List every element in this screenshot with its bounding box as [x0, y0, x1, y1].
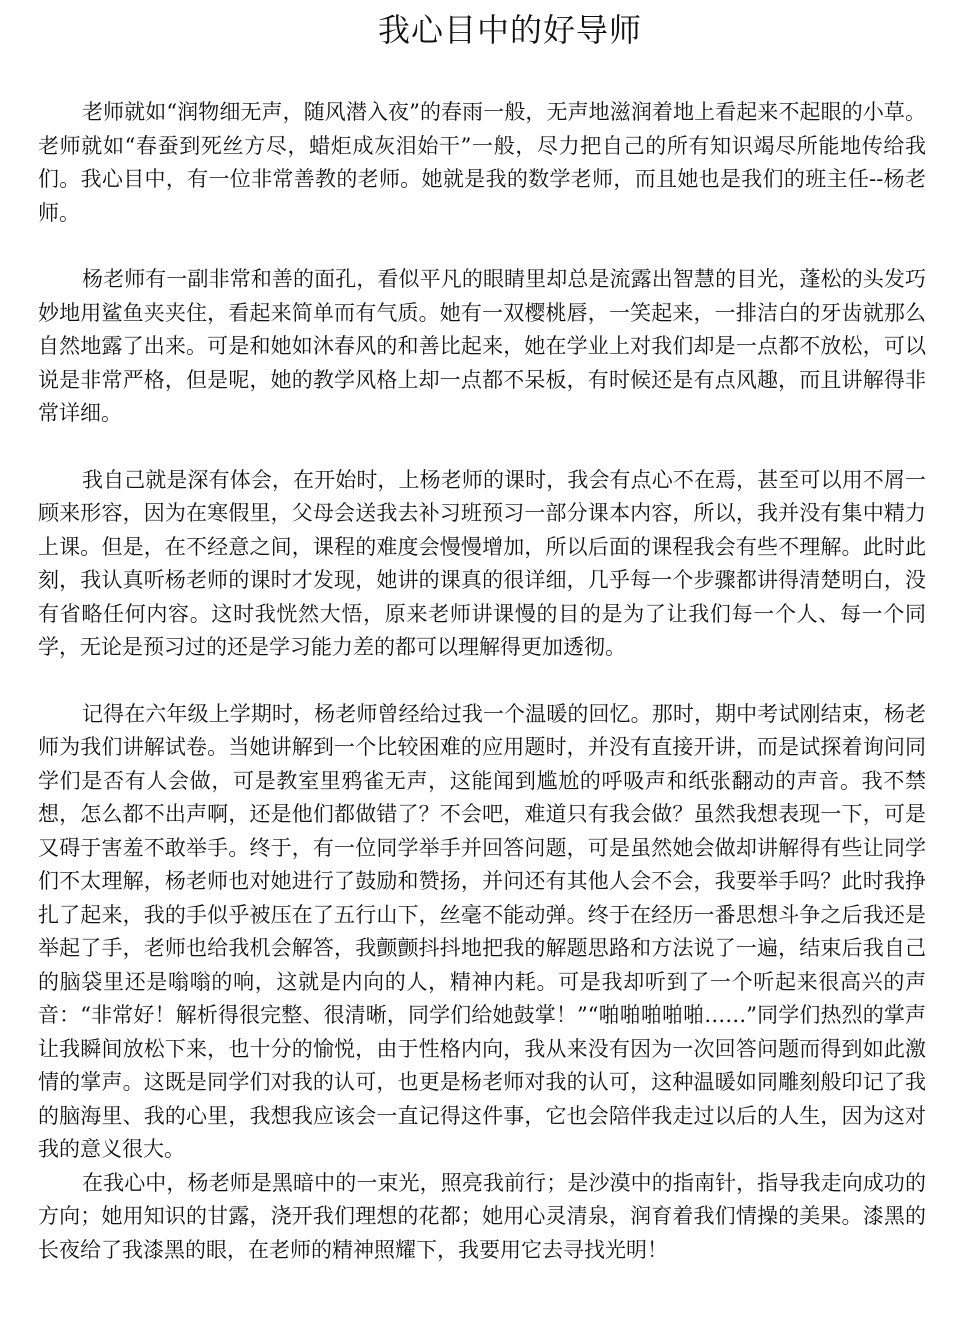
paragraph-1: 老师就如“润物细无声，随风潜入夜”的春雨一般，无声地滋润着地上看起来不起眼的小草。老师就如“春蚕到死丝方尽，蜡炬成灰泪始干”一般，尽力把自己的所有知识竭尽所能地传给我们。我心目中，有一位非常善教的老师。她就是我的数学老师，而且她也是我们的班主任--杨老师。 [38, 100, 926, 225]
paragraph-5: 在我心中，杨老师是黑暗中的一束光，照亮我前行；是沙漠中的指南针，指导我走向成功的方向；她用知识的甘露，浇开我们理想的花都；她用心灵清泉，润育着我们情操的美果。漆黑的长夜给了我漆黑的眼，在老师的精神照耀下，我要用它去寻找光明！ [38, 1170, 926, 1262]
paragraph-4: 记得在六年级上学期时，杨老师曾经给过我一个温暖的回忆。那时，期中考试刚结束，杨老师为我们讲解试卷。当她讲解到一个比较困难的应用题时，并没有直接开讲，而是试探着询问同学们是否有人会做，可是教室里鸦雀无声，这能闻到尴尬的呼吸声和纸张翻动的声音。我不禁想，怎么都不出声啊，还是他们都做错了？不会吧，难道只有我会做？虽然我想表现一下，可是又碍于害羞不敢举手。终于，有一位同学举手并回答问题，可是虽然她会做却讲解得有些让同学们不太理解，杨老师也对她进行了鼓励和赞扬，并问还有其他人会不会，我要举手吗？此时我挣扎了起来，我的手似乎被压在了五行山下，丝毫不能动弹。终于在经历一番思想斗争之后我还是举起了手，老师也给我机会解答，我颤颤抖抖地把我的解题思路和方法说了一遍，结束后我自己的脑袋里还是嗡嗡的响，这就是内向的人，精神内耗。可是我却听到了一个听起来很高兴的声音：“非常好！解析得很完整、很清晰，同学们给她鼓掌！”“啪啪啪啪啪……”同学们热烈的掌声让我瞬间放松下来，也十分的愉悦，由于性格内向，我从来没有因为一次回答问题而得到如此激情的掌声。这既是同学们对我的认可，也更是杨老师对我的认可，这种温暖如同雕刻般印记了我的脑海里、我的心里，我想我应该会一直记得这件事，它也会陪伴我走过以后的人生，因为这对我的意义很大。 [38, 701, 926, 1161]
document-body [38, 96, 926, 1267]
paragraph-3: 我自己就是深有体会，在开始时，上杨老师的课时，我会有点心不在焉，甚至可以用不屑一顾来形容，因为在寒假里，父母会送我去补习班预习一部分课本内容，所以，我并没有集中精力上课。但是，在不经意之间，课程的难度会慢慢增加，所以后面的课程我会有些不理解。此时此刻，我认真听杨老师的课时才发现，她讲的课真的很详细，几乎每一个步骤都讲得清楚明白，没有省略任何内容。这时我恍然大悟，原来老师讲课慢的目的是为了让我们每一个人、每一个同学，无论是预习过的还是学习能力差的都可以理解得更加透彻。 [38, 467, 926, 659]
document-title: 我心目中的好导师 [377, 11, 642, 49]
paragraph-2: 杨老师有一副非常和善的面孔，看似平凡的眼睛里却总是流露出智慧的目光，蓬松的头发巧妙地用鲨鱼夹夹住，看起来简单而有气质。她有一双樱桃唇，一笑起来，一排洁白的牙齿就那么自然地露了出来。可是和她如沐春风的和善比起来，她在学业上对我们却是一点都不放松，可以说是非常严格，但是呢，她的教学风格上却一点都不呆板，有时候还是有点风趣，而且讲解得非常详细。 [38, 267, 926, 425]
